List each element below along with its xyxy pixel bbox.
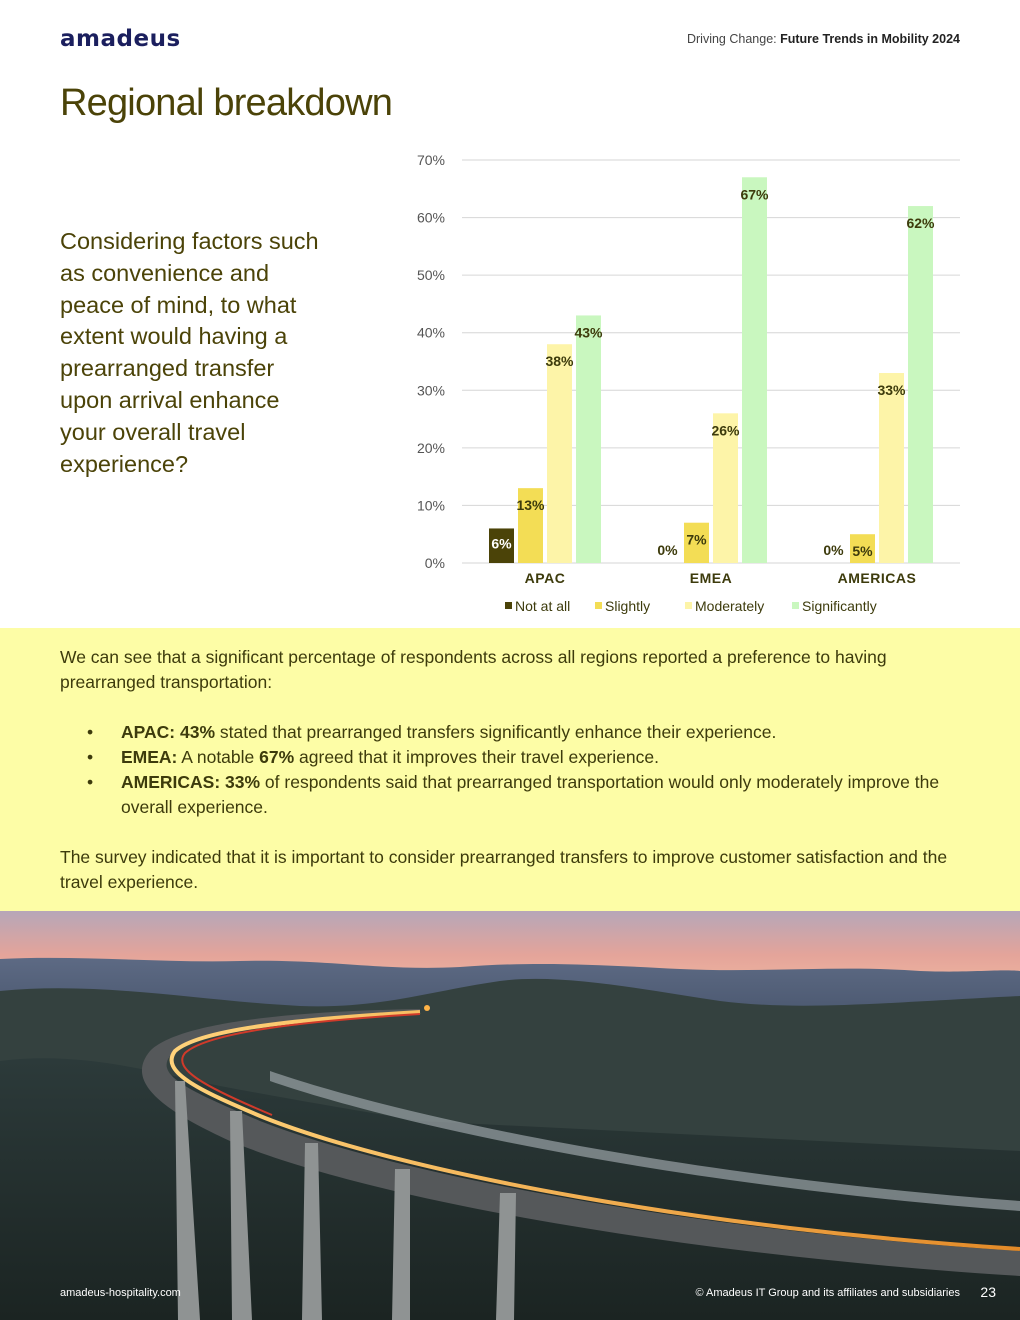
bar xyxy=(908,206,933,563)
report-subtitle-prefix: Driving Change: xyxy=(686,32,781,46)
bar xyxy=(879,373,904,563)
bullet-apac-bold: APAC: 43% xyxy=(121,722,216,742)
amadeus-logo[interactable]: amadeus xyxy=(60,26,181,52)
data-label: 33% xyxy=(877,382,906,399)
data-label: 6% xyxy=(491,535,512,552)
summary-bullets xyxy=(60,720,960,820)
bullet-americas xyxy=(60,770,960,820)
summary-conclusion: The survey indicated that it is important to consider prearranged transfers to improve customer satisfaction and the travel experience. xyxy=(60,847,948,892)
data-label: 5% xyxy=(852,543,873,560)
report-subtitle xyxy=(687,32,960,46)
bullet-americas-bold: AMERICAS: 33% xyxy=(121,772,261,792)
y-tick-label: 10% xyxy=(416,497,445,514)
legend-swatch xyxy=(792,602,799,609)
footer-website[interactable]: amadeus-hospitality.com xyxy=(60,1287,181,1299)
x-category-label: APAC xyxy=(524,570,566,586)
y-tick-label: 40% xyxy=(416,324,445,341)
y-tick-label: 60% xyxy=(416,209,445,226)
y-tick-label: 0% xyxy=(424,555,445,571)
bullet-emea-text: agreed that it improves their travel experience. xyxy=(294,747,659,767)
data-label: 38% xyxy=(545,353,574,370)
data-label: 13% xyxy=(516,497,545,514)
bullet-apac-text: stated that prearranged transfers significantly enhance their experience. xyxy=(215,722,777,742)
data-label: 26% xyxy=(711,422,740,439)
page-title: Regional breakdown xyxy=(60,82,393,124)
data-label: 67% xyxy=(740,186,769,203)
bullet-emea-value: 67% xyxy=(259,747,295,767)
report-subtitle-title: Future Trends in Mobility 2024 xyxy=(780,32,960,46)
x-category-label: AMERICAS xyxy=(837,570,917,586)
data-label: 62% xyxy=(906,215,935,232)
survey-question: Considering factors such as convenience and peace of mind, to what extent would having a prearranged transfer upon arrival enhance your overall travel experience? xyxy=(60,228,319,477)
legend-label: Moderately xyxy=(695,598,765,614)
legend-label: Slightly xyxy=(605,598,651,614)
bar xyxy=(742,177,767,563)
regional-breakdown-chart xyxy=(400,140,980,625)
highway-viaduct-photo xyxy=(0,911,1020,1320)
x-category-label: EMEA xyxy=(689,570,733,586)
distant-light xyxy=(424,1005,430,1011)
legend-label: Not at all xyxy=(515,598,571,614)
legend-swatch xyxy=(685,602,692,609)
data-label: 43% xyxy=(574,324,603,341)
page-number: 23 xyxy=(980,1284,996,1300)
bullet-emea-mid: A notable xyxy=(177,747,260,767)
bullet-emea xyxy=(60,745,960,770)
bullet-emea-region: EMEA: xyxy=(121,747,178,767)
legend-swatch xyxy=(505,602,512,609)
data-label: 0% xyxy=(823,542,844,558)
summary-panel xyxy=(0,628,1020,911)
data-label: 7% xyxy=(686,531,707,548)
y-tick-label: 30% xyxy=(416,382,445,399)
legend-swatch xyxy=(595,602,602,609)
y-tick-label: 70% xyxy=(416,152,445,168)
summary-intro: We can see that a significant percentage of respondents across all regions reported a preference to having prearranged transportation: xyxy=(60,647,887,692)
bullet-apac xyxy=(60,720,960,745)
y-tick-label: 20% xyxy=(416,439,445,456)
data-label: 0% xyxy=(657,542,678,558)
y-tick-label: 50% xyxy=(416,267,445,284)
bar xyxy=(547,344,572,563)
bullet-americas-text: of respondents said that prearranged transportation would only moderately improve the overall experience. xyxy=(121,772,940,817)
bar xyxy=(576,315,601,563)
footer-copyright: © Amadeus IT Group and its affiliates and subsidiaries xyxy=(695,1287,960,1299)
legend-label: Significantly xyxy=(802,598,877,614)
